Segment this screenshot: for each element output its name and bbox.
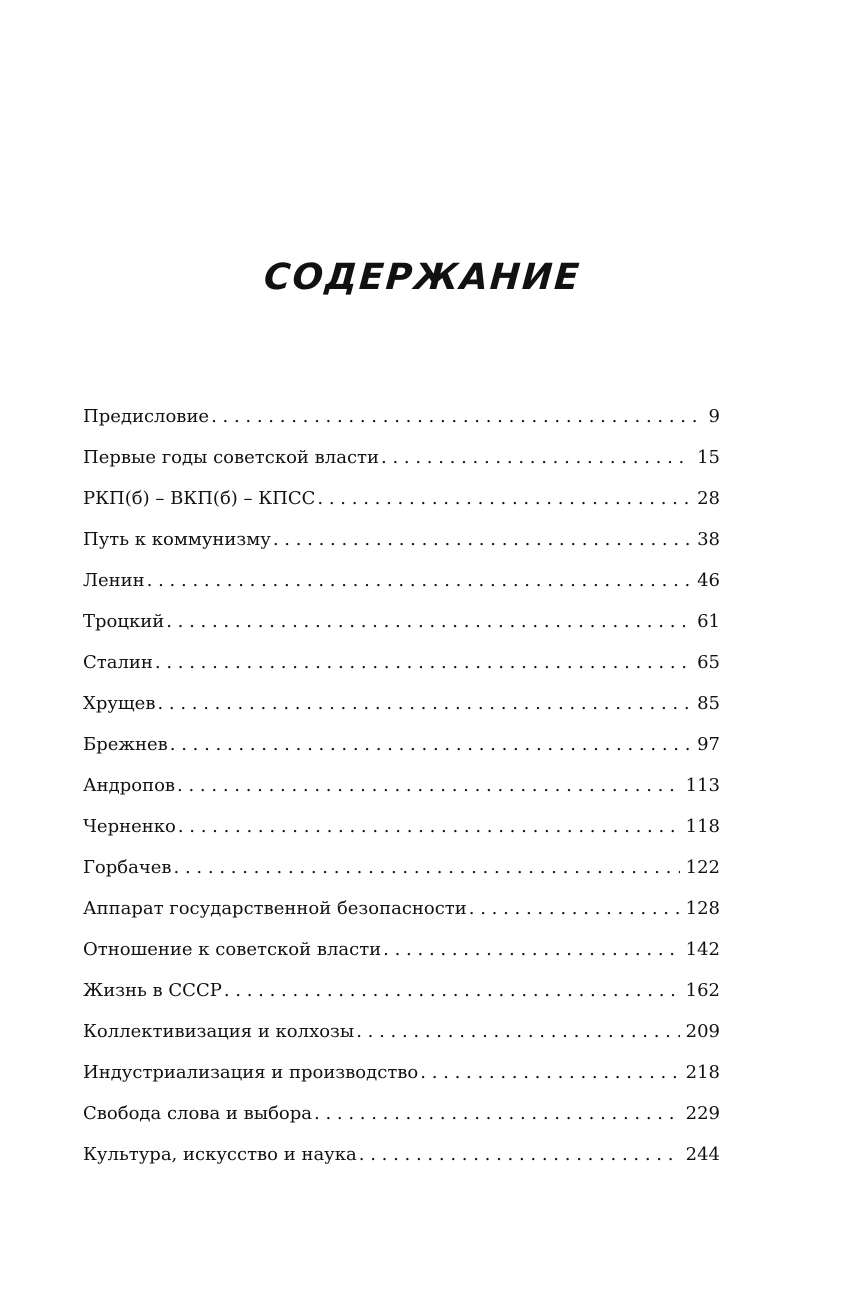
toc-entry[interactable] <box>83 521 720 562</box>
dot-leader <box>157 685 691 723</box>
dot-leader <box>170 726 691 764</box>
toc-entry-title: Коллективизация и колхозы <box>83 1021 355 1042</box>
toc-page-number: 244 <box>685 1144 720 1165</box>
dot-leader <box>420 1054 679 1092</box>
toc-page-number: 61 <box>697 611 720 632</box>
toc-entry[interactable] <box>83 972 720 1013</box>
toc-entry-title: Аппарат государственной безопасности <box>83 898 467 919</box>
dot-leader <box>147 562 691 600</box>
dot-leader <box>359 1136 680 1174</box>
dot-leader <box>211 398 702 436</box>
toc-entry[interactable] <box>83 1136 720 1177</box>
toc-entry-title: Культура, искусство и наука <box>83 1144 357 1165</box>
toc-entry-title: Свобода слова и выбора <box>83 1103 312 1124</box>
toc-page-number: 218 <box>685 1062 720 1083</box>
toc-entry-title: Жизнь в СССР <box>83 980 222 1001</box>
toc-entry[interactable] <box>83 439 720 480</box>
toc-page-number: 113 <box>685 775 720 796</box>
dot-leader <box>381 439 691 477</box>
toc-page-number: 28 <box>697 488 720 509</box>
toc-page-number: 118 <box>685 816 720 837</box>
toc-entry[interactable] <box>83 603 720 644</box>
toc-entry-title: Троцкий <box>83 611 165 632</box>
toc-entry[interactable] <box>83 931 720 972</box>
toc-entry[interactable] <box>83 767 720 808</box>
toc-entry[interactable] <box>83 1054 720 1095</box>
toc-page-number: 46 <box>697 570 720 591</box>
dot-leader <box>356 1013 679 1051</box>
toc-page-number: 128 <box>685 898 720 919</box>
toc-page-number: 142 <box>685 939 720 960</box>
toc-page-number: 162 <box>685 980 720 1001</box>
toc-entry-title: Брежнев <box>83 734 168 755</box>
toc-page-number: 15 <box>697 447 720 468</box>
toc-page-number: 65 <box>697 652 720 673</box>
dot-leader <box>166 603 691 641</box>
dot-leader <box>155 644 691 682</box>
toc-page-number: 209 <box>685 1021 720 1042</box>
toc-entry[interactable] <box>83 1095 720 1136</box>
toc-entry[interactable] <box>83 849 720 890</box>
toc-page-number: 85 <box>697 693 720 714</box>
toc-entry[interactable] <box>83 685 720 726</box>
toc-entry-title: Хрущев <box>83 693 156 714</box>
toc-entry-title: Андропов <box>83 775 176 796</box>
dot-leader <box>273 521 691 559</box>
toc-page-number: 229 <box>685 1103 720 1124</box>
page-title: СОДЕРЖАНИЕ <box>262 257 583 298</box>
toc-entry-title: Индустриализация и производство <box>83 1062 419 1083</box>
toc-entry[interactable] <box>83 398 720 439</box>
toc-entry-title: Черненко <box>83 816 176 837</box>
table-of-contents <box>83 398 720 1177</box>
dot-leader <box>178 808 680 846</box>
toc-entry-title: РКП(б) – ВКП(б) – КПСС <box>83 488 316 509</box>
toc-entry-title: Путь к коммунизму <box>83 529 271 550</box>
toc-entry[interactable] <box>83 1013 720 1054</box>
toc-entry[interactable] <box>83 480 720 521</box>
dot-leader <box>383 931 679 969</box>
toc-entry-title: Горбачев <box>83 857 172 878</box>
toc-entry[interactable] <box>83 726 720 767</box>
toc-entry-title: Предисловие <box>83 406 210 427</box>
toc-page-number: 97 <box>697 734 720 755</box>
toc-page-number: 38 <box>697 529 720 550</box>
dot-leader <box>224 972 680 1010</box>
dot-leader <box>317 480 691 518</box>
toc-entry-title: Сталин <box>83 652 153 673</box>
dot-leader <box>314 1095 680 1133</box>
toc-entry[interactable] <box>83 808 720 849</box>
toc-entry-title: Ленин <box>83 570 145 591</box>
toc-entry-title: Первые годы советской власти <box>83 447 379 468</box>
toc-entry-title: Отношение к советской власти <box>83 939 382 960</box>
toc-page-number: 9 <box>708 406 720 427</box>
toc-page-number: 122 <box>685 857 720 878</box>
toc-entry[interactable] <box>83 890 720 931</box>
toc-entry[interactable] <box>83 644 720 685</box>
toc-entry[interactable] <box>83 562 720 603</box>
dot-leader <box>177 767 680 805</box>
dot-leader <box>469 890 680 928</box>
dot-leader <box>174 849 680 887</box>
